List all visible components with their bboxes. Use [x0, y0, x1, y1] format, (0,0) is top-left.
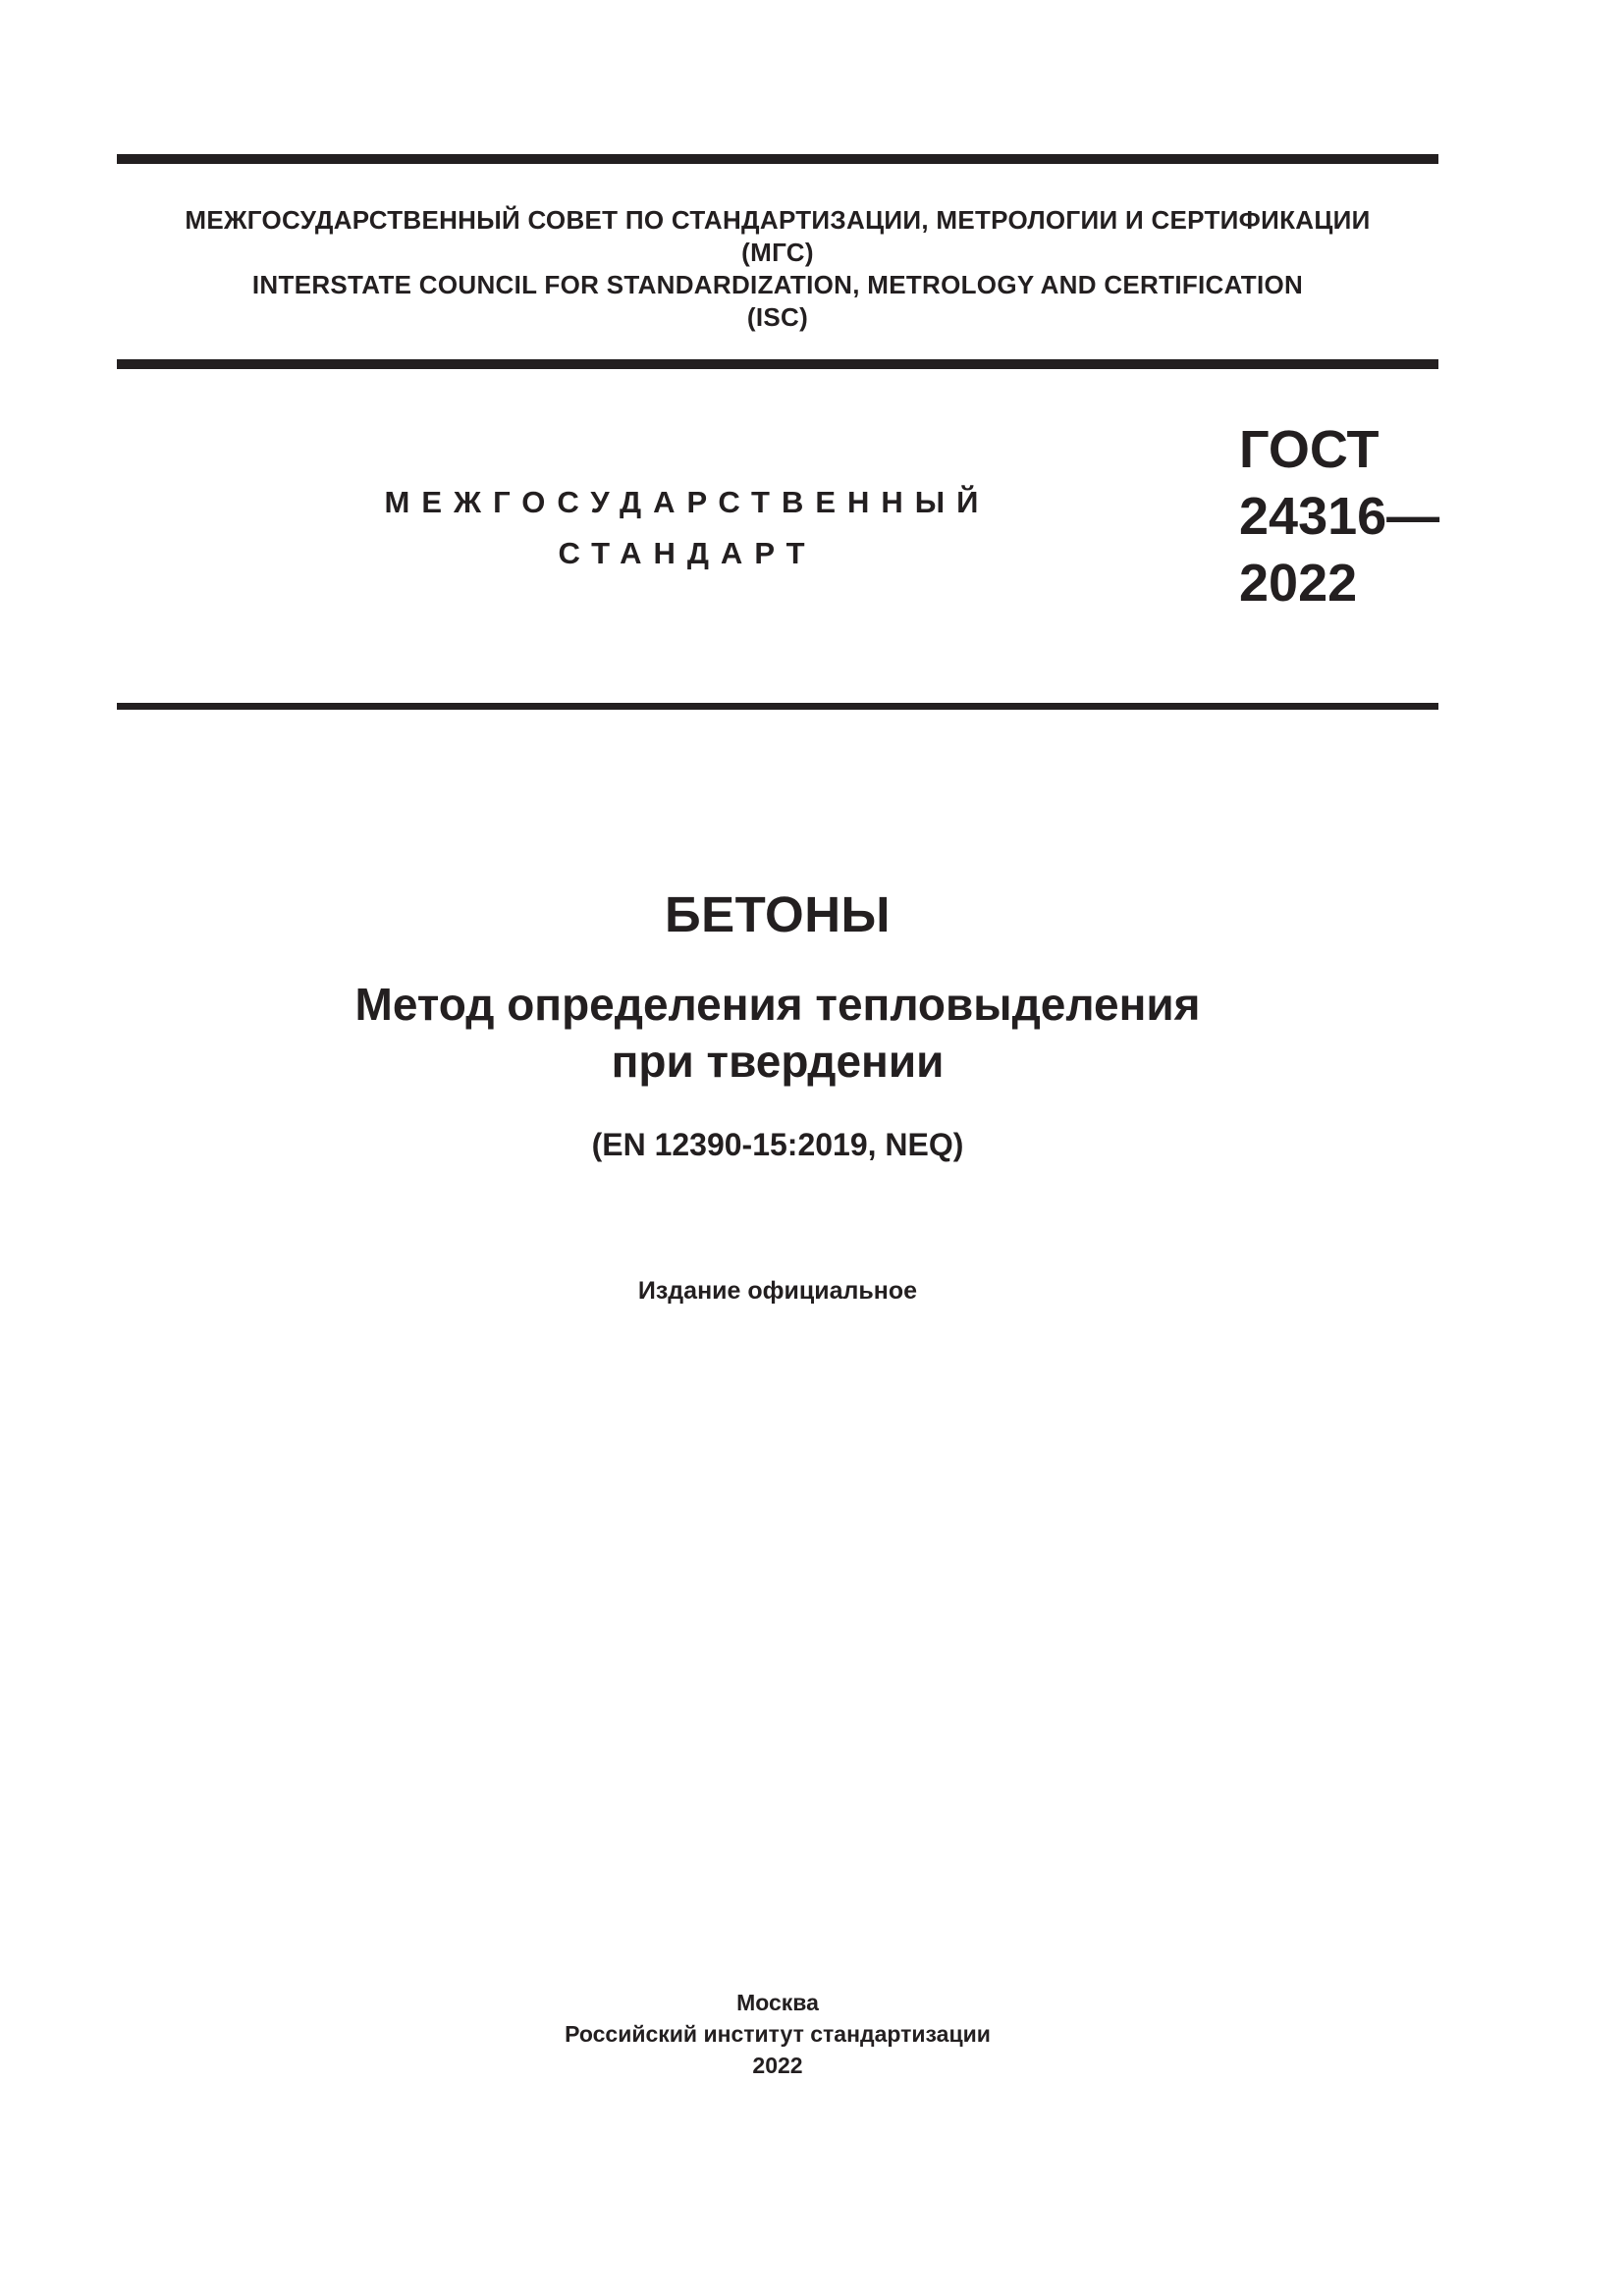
subtitle-line-2: при твердении — [611, 1036, 945, 1087]
council-name-ru: МЕЖГОСУДАРСТВЕННЫЙ СОВЕТ ПО СТАНДАРТИЗАЦИИ, МЕТРОЛОГИИ И СЕРТИФИКАЦИИ — [185, 205, 1371, 235]
subtitle-line-1: Метод определения тепловыделения — [354, 979, 1201, 1030]
designation-line-3: 2022 — [1239, 554, 1358, 613]
council-abbr-ru: (МГС) — [741, 238, 814, 267]
standard-type-line-2: СТАНДАРТ — [558, 536, 817, 570]
imprint-city: Москва — [736, 1990, 819, 2015]
edition-label: Издание официальное — [637, 1277, 918, 1305]
subtitle — [117, 976, 1438, 1090]
equivalence-reference: (EN 12390-15:2019, NEQ) — [591, 1127, 964, 1162]
title-block — [117, 880, 1438, 1307]
top-rule — [117, 154, 1438, 164]
main-title: БЕТОНЫ — [665, 886, 891, 942]
designation-line-1: ГОСТ — [1239, 420, 1380, 479]
imprint-publisher: Российский институт стандартизации — [565, 2021, 991, 2047]
imprint — [117, 1987, 1438, 2081]
council-header — [117, 204, 1438, 334]
designation-divider — [117, 703, 1438, 710]
standard-type-line-1: МЕЖГОСУДАРСТВЕННЫЙ — [384, 485, 991, 519]
council-name-en: INTERSTATE COUNCIL FOR STANDARDIZATION, METROLOGY AND CERTIFICATION — [251, 270, 1304, 299]
council-abbr-en: (ISC) — [746, 302, 809, 332]
standard-designation — [1239, 416, 1439, 616]
designation-line-2: 24316— — [1239, 487, 1440, 546]
imprint-year: 2022 — [752, 2053, 803, 2078]
header-divider — [117, 359, 1438, 369]
standard-type — [295, 477, 1080, 579]
